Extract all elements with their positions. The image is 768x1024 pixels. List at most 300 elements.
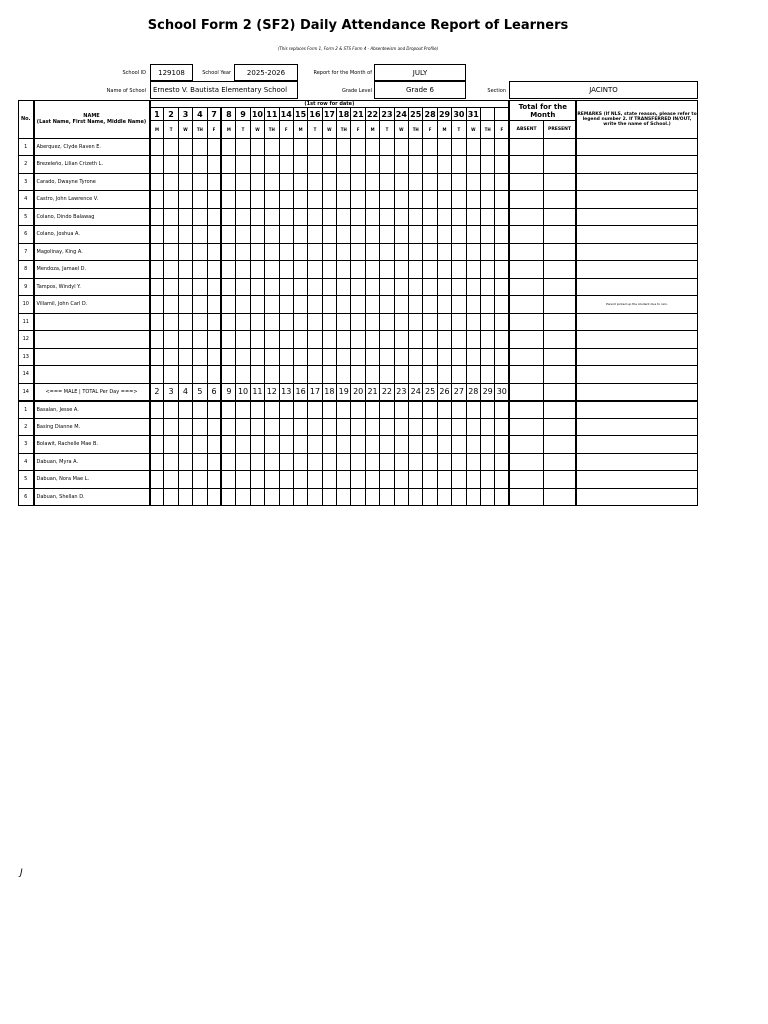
attendance-cell[interactable] [480, 296, 494, 314]
attendance-cell[interactable] [337, 348, 351, 366]
remarks-cell[interactable] [576, 313, 697, 331]
attendance-cell[interactable] [250, 278, 264, 296]
attendance-cell[interactable] [351, 453, 365, 471]
attendance-cell[interactable] [178, 401, 192, 419]
attendance-cell[interactable] [365, 488, 379, 506]
attendance-cell[interactable] [293, 208, 307, 226]
attendance-cell[interactable] [178, 261, 192, 279]
attendance-cell[interactable] [409, 471, 423, 489]
learner-name[interactable] [34, 348, 150, 366]
present-total-cell[interactable] [543, 436, 576, 454]
attendance-cell[interactable] [409, 366, 423, 384]
attendance-cell[interactable] [423, 208, 437, 226]
attendance-cell[interactable] [495, 261, 509, 279]
remarks-cell[interactable] [576, 348, 697, 366]
attendance-cell[interactable] [495, 278, 509, 296]
attendance-cell[interactable] [337, 366, 351, 384]
present-total-cell[interactable] [543, 208, 576, 226]
attendance-cell[interactable] [250, 331, 264, 349]
attendance-cell[interactable] [495, 471, 509, 489]
attendance-cell[interactable] [437, 313, 451, 331]
attendance-cell[interactable] [452, 208, 466, 226]
attendance-cell[interactable] [207, 366, 221, 384]
attendance-cell[interactable] [164, 401, 178, 419]
attendance-cell[interactable] [452, 191, 466, 209]
attendance-cell[interactable] [150, 156, 164, 174]
attendance-cell[interactable] [308, 278, 322, 296]
attendance-cell[interactable] [293, 401, 307, 419]
attendance-cell[interactable] [164, 243, 178, 261]
attendance-cell[interactable] [380, 191, 394, 209]
attendance-cell[interactable] [193, 296, 207, 314]
attendance-cell[interactable] [236, 173, 250, 191]
attendance-cell[interactable] [480, 278, 494, 296]
attendance-cell[interactable] [293, 173, 307, 191]
attendance-cell[interactable] [437, 296, 451, 314]
attendance-cell[interactable] [236, 138, 250, 156]
attendance-cell[interactable] [409, 156, 423, 174]
attendance-cell[interactable] [351, 138, 365, 156]
attendance-cell[interactable] [293, 296, 307, 314]
attendance-cell[interactable] [423, 278, 437, 296]
attendance-cell[interactable] [322, 138, 336, 156]
attendance-cell[interactable] [452, 331, 466, 349]
attendance-cell[interactable] [250, 296, 264, 314]
attendance-cell[interactable] [351, 173, 365, 191]
attendance-cell[interactable] [193, 418, 207, 436]
attendance-cell[interactable] [164, 261, 178, 279]
attendance-cell[interactable] [207, 191, 221, 209]
attendance-cell[interactable] [380, 208, 394, 226]
school-year-field[interactable]: 2025-2026 [234, 64, 298, 81]
attendance-cell[interactable] [265, 436, 279, 454]
attendance-cell[interactable] [495, 366, 509, 384]
attendance-cell[interactable] [495, 156, 509, 174]
attendance-cell[interactable] [293, 313, 307, 331]
attendance-cell[interactable] [423, 401, 437, 419]
attendance-cell[interactable] [293, 138, 307, 156]
attendance-cell[interactable] [495, 226, 509, 244]
attendance-cell[interactable] [221, 313, 235, 331]
attendance-cell[interactable] [495, 436, 509, 454]
attendance-cell[interactable] [380, 488, 394, 506]
attendance-cell[interactable] [164, 156, 178, 174]
remarks-cell[interactable] [576, 453, 697, 471]
absent-total-cell[interactable] [509, 348, 543, 366]
remarks-cell[interactable] [576, 226, 697, 244]
present-total-cell[interactable] [543, 313, 576, 331]
attendance-cell[interactable] [394, 156, 408, 174]
attendance-cell[interactable] [164, 313, 178, 331]
remarks-cell[interactable] [576, 401, 697, 419]
attendance-cell[interactable] [423, 453, 437, 471]
attendance-cell[interactable] [221, 453, 235, 471]
attendance-cell[interactable] [466, 243, 480, 261]
learner-name[interactable] [34, 331, 150, 349]
attendance-cell[interactable] [480, 226, 494, 244]
attendance-cell[interactable] [380, 243, 394, 261]
attendance-cell[interactable] [250, 418, 264, 436]
attendance-cell[interactable] [466, 191, 480, 209]
attendance-cell[interactable] [279, 243, 293, 261]
attendance-cell[interactable] [495, 401, 509, 419]
attendance-cell[interactable] [437, 401, 451, 419]
attendance-cell[interactable] [279, 453, 293, 471]
attendance-cell[interactable] [452, 226, 466, 244]
attendance-cell[interactable] [452, 366, 466, 384]
attendance-cell[interactable] [236, 331, 250, 349]
attendance-cell[interactable] [365, 401, 379, 419]
attendance-cell[interactable] [221, 401, 235, 419]
attendance-cell[interactable] [480, 138, 494, 156]
learner-name[interactable]: Mendoza, Jamael D. [34, 261, 150, 279]
attendance-cell[interactable] [409, 173, 423, 191]
attendance-cell[interactable] [452, 348, 466, 366]
attendance-cell[interactable] [495, 243, 509, 261]
attendance-cell[interactable] [207, 173, 221, 191]
attendance-cell[interactable] [480, 453, 494, 471]
attendance-cell[interactable] [279, 313, 293, 331]
attendance-cell[interactable] [150, 488, 164, 506]
attendance-cell[interactable] [480, 243, 494, 261]
attendance-cell[interactable] [279, 401, 293, 419]
attendance-cell[interactable] [150, 436, 164, 454]
attendance-cell[interactable] [480, 173, 494, 191]
attendance-cell[interactable] [207, 261, 221, 279]
attendance-cell[interactable] [337, 313, 351, 331]
attendance-cell[interactable] [409, 278, 423, 296]
attendance-cell[interactable] [380, 366, 394, 384]
attendance-cell[interactable] [207, 418, 221, 436]
attendance-cell[interactable] [437, 348, 451, 366]
attendance-cell[interactable] [322, 261, 336, 279]
attendance-cell[interactable] [351, 156, 365, 174]
attendance-cell[interactable] [394, 331, 408, 349]
attendance-cell[interactable] [150, 453, 164, 471]
attendance-cell[interactable] [365, 436, 379, 454]
attendance-cell[interactable] [236, 296, 250, 314]
attendance-cell[interactable] [322, 418, 336, 436]
attendance-cell[interactable] [437, 173, 451, 191]
attendance-cell[interactable] [480, 261, 494, 279]
attendance-cell[interactable] [293, 261, 307, 279]
present-total-cell[interactable] [543, 226, 576, 244]
attendance-cell[interactable] [279, 348, 293, 366]
attendance-cell[interactable] [380, 348, 394, 366]
attendance-cell[interactable] [409, 296, 423, 314]
attendance-cell[interactable] [236, 418, 250, 436]
attendance-cell[interactable] [380, 138, 394, 156]
attendance-cell[interactable] [337, 278, 351, 296]
attendance-cell[interactable] [394, 191, 408, 209]
attendance-cell[interactable] [221, 208, 235, 226]
attendance-cell[interactable] [423, 313, 437, 331]
attendance-cell[interactable] [250, 401, 264, 419]
attendance-cell[interactable] [322, 488, 336, 506]
attendance-cell[interactable] [322, 348, 336, 366]
attendance-cell[interactable] [193, 488, 207, 506]
attendance-cell[interactable] [221, 226, 235, 244]
attendance-cell[interactable] [409, 348, 423, 366]
attendance-cell[interactable] [250, 243, 264, 261]
attendance-cell[interactable] [265, 226, 279, 244]
attendance-cell[interactable] [193, 331, 207, 349]
attendance-cell[interactable] [437, 261, 451, 279]
attendance-cell[interactable] [394, 453, 408, 471]
attendance-cell[interactable] [380, 436, 394, 454]
attendance-cell[interactable] [380, 313, 394, 331]
attendance-cell[interactable] [221, 156, 235, 174]
attendance-cell[interactable] [236, 313, 250, 331]
attendance-cell[interactable] [466, 331, 480, 349]
attendance-cell[interactable] [452, 313, 466, 331]
attendance-cell[interactable] [308, 453, 322, 471]
attendance-cell[interactable] [279, 331, 293, 349]
attendance-cell[interactable] [423, 366, 437, 384]
attendance-cell[interactable] [423, 226, 437, 244]
attendance-cell[interactable] [322, 471, 336, 489]
attendance-cell[interactable] [495, 138, 509, 156]
attendance-cell[interactable] [207, 348, 221, 366]
attendance-cell[interactable] [466, 313, 480, 331]
attendance-cell[interactable] [322, 296, 336, 314]
attendance-cell[interactable] [207, 331, 221, 349]
attendance-cell[interactable] [380, 401, 394, 419]
attendance-cell[interactable] [466, 453, 480, 471]
attendance-cell[interactable] [150, 173, 164, 191]
attendance-cell[interactable] [164, 418, 178, 436]
attendance-cell[interactable] [480, 348, 494, 366]
attendance-cell[interactable] [221, 436, 235, 454]
attendance-cell[interactable] [466, 401, 480, 419]
attendance-cell[interactable] [265, 138, 279, 156]
attendance-cell[interactable] [437, 436, 451, 454]
attendance-cell[interactable] [452, 401, 466, 419]
absent-total-cell[interactable] [509, 156, 543, 174]
attendance-cell[interactable] [409, 488, 423, 506]
attendance-cell[interactable] [279, 366, 293, 384]
attendance-cell[interactable] [466, 278, 480, 296]
attendance-cell[interactable] [279, 278, 293, 296]
attendance-cell[interactable] [221, 243, 235, 261]
attendance-cell[interactable] [322, 208, 336, 226]
attendance-cell[interactable] [250, 156, 264, 174]
attendance-cell[interactable] [150, 366, 164, 384]
attendance-cell[interactable] [466, 226, 480, 244]
absent-total-cell[interactable] [509, 401, 543, 419]
attendance-cell[interactable] [423, 138, 437, 156]
attendance-cell[interactable] [178, 331, 192, 349]
attendance-cell[interactable] [207, 401, 221, 419]
attendance-cell[interactable] [466, 173, 480, 191]
attendance-cell[interactable] [193, 401, 207, 419]
present-total-cell[interactable] [543, 138, 576, 156]
attendance-cell[interactable] [193, 173, 207, 191]
attendance-cell[interactable] [337, 261, 351, 279]
present-total-cell[interactable] [543, 261, 576, 279]
attendance-cell[interactable] [308, 226, 322, 244]
attendance-cell[interactable] [250, 226, 264, 244]
attendance-cell[interactable] [207, 436, 221, 454]
attendance-cell[interactable] [351, 191, 365, 209]
attendance-cell[interactable] [452, 156, 466, 174]
attendance-cell[interactable] [265, 261, 279, 279]
grade-level-field[interactable]: Grade 6 [374, 81, 466, 99]
attendance-cell[interactable] [265, 418, 279, 436]
attendance-cell[interactable] [322, 453, 336, 471]
attendance-cell[interactable] [150, 471, 164, 489]
remarks-cell[interactable] [576, 488, 697, 506]
attendance-cell[interactable] [265, 313, 279, 331]
attendance-cell[interactable] [193, 348, 207, 366]
attendance-cell[interactable] [221, 261, 235, 279]
attendance-cell[interactable] [480, 331, 494, 349]
attendance-cell[interactable] [207, 296, 221, 314]
absent-total-cell[interactable] [509, 488, 543, 506]
attendance-cell[interactable] [394, 278, 408, 296]
absent-total-cell[interactable] [509, 331, 543, 349]
attendance-cell[interactable] [265, 243, 279, 261]
attendance-cell[interactable] [466, 208, 480, 226]
learner-name[interactable]: Tampos, Windyl Y. [34, 278, 150, 296]
attendance-cell[interactable] [409, 331, 423, 349]
attendance-cell[interactable] [265, 331, 279, 349]
attendance-cell[interactable] [150, 243, 164, 261]
attendance-cell[interactable] [178, 173, 192, 191]
attendance-cell[interactable] [250, 488, 264, 506]
attendance-cell[interactable] [221, 488, 235, 506]
attendance-cell[interactable] [351, 331, 365, 349]
attendance-cell[interactable] [265, 471, 279, 489]
absent-total-cell[interactable] [509, 296, 543, 314]
attendance-cell[interactable] [495, 488, 509, 506]
attendance-cell[interactable] [193, 261, 207, 279]
absent-total-cell[interactable] [509, 173, 543, 191]
attendance-cell[interactable] [495, 191, 509, 209]
remarks-cell[interactable] [576, 261, 697, 279]
attendance-cell[interactable] [308, 138, 322, 156]
attendance-cell[interactable] [466, 156, 480, 174]
section-field[interactable]: JACINTO [509, 81, 698, 99]
remarks-cell[interactable] [576, 366, 697, 384]
attendance-cell[interactable] [178, 278, 192, 296]
attendance-cell[interactable] [337, 226, 351, 244]
attendance-cell[interactable] [452, 278, 466, 296]
attendance-cell[interactable] [337, 138, 351, 156]
attendance-cell[interactable] [178, 191, 192, 209]
attendance-cell[interactable] [437, 208, 451, 226]
attendance-cell[interactable] [466, 418, 480, 436]
absent-total-cell[interactable] [509, 261, 543, 279]
attendance-cell[interactable] [293, 366, 307, 384]
attendance-cell[interactable] [193, 243, 207, 261]
attendance-cell[interactable] [380, 156, 394, 174]
attendance-cell[interactable] [308, 156, 322, 174]
learner-name[interactable]: Bolawit, Rachelle Mae B. [34, 436, 150, 454]
attendance-cell[interactable] [308, 348, 322, 366]
learner-name[interactable]: Brezeleño, Lilian Crizeth L. [34, 156, 150, 174]
attendance-cell[interactable] [178, 488, 192, 506]
attendance-cell[interactable] [293, 418, 307, 436]
attendance-cell[interactable] [495, 418, 509, 436]
present-total-cell[interactable] [543, 383, 576, 401]
attendance-cell[interactable] [178, 348, 192, 366]
attendance-cell[interactable] [394, 401, 408, 419]
attendance-cell[interactable] [423, 418, 437, 436]
learner-name[interactable]: Dabuan, Nora Mae L. [34, 471, 150, 489]
attendance-cell[interactable] [164, 173, 178, 191]
attendance-cell[interactable] [394, 418, 408, 436]
remarks-cell[interactable] [576, 418, 697, 436]
attendance-cell[interactable] [293, 471, 307, 489]
attendance-cell[interactable] [164, 453, 178, 471]
attendance-cell[interactable] [495, 208, 509, 226]
attendance-cell[interactable] [351, 488, 365, 506]
attendance-cell[interactable] [409, 191, 423, 209]
learner-name[interactable]: Basing Dianne M. [34, 418, 150, 436]
attendance-cell[interactable] [423, 261, 437, 279]
attendance-cell[interactable] [365, 226, 379, 244]
attendance-cell[interactable] [495, 313, 509, 331]
remarks-cell[interactable] [576, 173, 697, 191]
present-total-cell[interactable] [543, 156, 576, 174]
attendance-cell[interactable] [178, 453, 192, 471]
attendance-cell[interactable] [207, 471, 221, 489]
attendance-cell[interactable] [409, 243, 423, 261]
attendance-cell[interactable] [164, 226, 178, 244]
attendance-cell[interactable] [452, 296, 466, 314]
attendance-cell[interactable] [308, 313, 322, 331]
attendance-cell[interactable] [351, 418, 365, 436]
attendance-cell[interactable] [322, 173, 336, 191]
attendance-cell[interactable] [452, 453, 466, 471]
attendance-cell[interactable] [365, 313, 379, 331]
attendance-cell[interactable] [236, 226, 250, 244]
present-total-cell[interactable] [543, 278, 576, 296]
attendance-cell[interactable] [250, 436, 264, 454]
attendance-cell[interactable] [193, 138, 207, 156]
attendance-cell[interactable] [466, 366, 480, 384]
attendance-cell[interactable] [322, 226, 336, 244]
attendance-cell[interactable] [193, 208, 207, 226]
attendance-cell[interactable] [452, 488, 466, 506]
attendance-cell[interactable] [150, 331, 164, 349]
attendance-cell[interactable] [236, 243, 250, 261]
attendance-cell[interactable] [265, 366, 279, 384]
attendance-cell[interactable] [236, 401, 250, 419]
attendance-cell[interactable] [265, 296, 279, 314]
attendance-cell[interactable] [279, 138, 293, 156]
attendance-cell[interactable] [365, 243, 379, 261]
attendance-cell[interactable] [394, 138, 408, 156]
attendance-cell[interactable] [236, 208, 250, 226]
attendance-cell[interactable] [409, 401, 423, 419]
attendance-cell[interactable] [250, 471, 264, 489]
attendance-cell[interactable] [265, 488, 279, 506]
attendance-cell[interactable] [437, 138, 451, 156]
attendance-cell[interactable] [480, 401, 494, 419]
attendance-cell[interactable] [380, 453, 394, 471]
attendance-cell[interactable] [236, 436, 250, 454]
attendance-cell[interactable] [365, 348, 379, 366]
attendance-cell[interactable] [437, 243, 451, 261]
learner-name[interactable]: Colano, Joshua A. [34, 226, 150, 244]
attendance-cell[interactable] [337, 191, 351, 209]
remarks-cell[interactable] [576, 383, 697, 401]
attendance-cell[interactable] [351, 436, 365, 454]
attendance-cell[interactable] [221, 173, 235, 191]
attendance-cell[interactable] [150, 278, 164, 296]
